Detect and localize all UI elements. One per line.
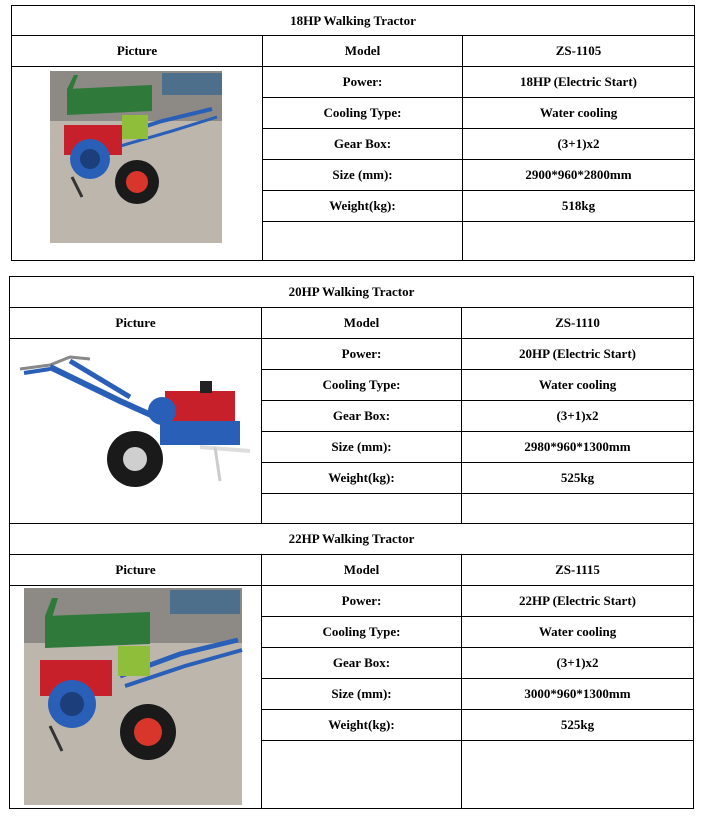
spec-label: Power: xyxy=(263,67,463,98)
walking-tractor-image xyxy=(10,339,262,524)
empty-cell xyxy=(262,741,462,809)
spec-label: Weight(kg): xyxy=(262,710,462,741)
picture-header: Picture xyxy=(10,555,262,586)
spec-label: Power: xyxy=(262,586,462,617)
spec-label: Model xyxy=(262,308,462,339)
spec-value: (3+1)x2 xyxy=(463,129,695,160)
spec-label: Cooling Type: xyxy=(262,370,462,401)
tractor-photo-cell xyxy=(10,339,262,524)
spec-label: Gear Box: xyxy=(263,129,463,160)
spec-value: 20HP (Electric Start) xyxy=(462,339,694,370)
table-title: 22HP Walking Tractor xyxy=(10,524,694,555)
tractor-trailer-image xyxy=(10,586,262,809)
spec-value: (3+1)x2 xyxy=(462,648,694,679)
spec-label: Gear Box: xyxy=(262,648,462,679)
tractor-trailer-image xyxy=(12,67,263,261)
spec-table-20hp-22hp xyxy=(9,276,694,809)
spec-label: Size (mm): xyxy=(262,432,462,463)
spec-value: ZS-1115 xyxy=(462,555,694,586)
spec-label: Weight(kg): xyxy=(262,463,462,494)
spec-label: Model xyxy=(262,555,462,586)
spec-value: 518kg xyxy=(463,191,695,222)
spec-value: ZS-1105 xyxy=(463,36,695,67)
spec-value: (3+1)x2 xyxy=(462,401,694,432)
tractor-photo-cell xyxy=(12,67,263,261)
spec-label: Cooling Type: xyxy=(263,98,463,129)
spec-value: 2980*960*1300mm xyxy=(462,432,694,463)
tractor-photo-cell xyxy=(10,586,262,809)
empty-cell xyxy=(262,494,462,524)
spec-label: Size (mm): xyxy=(262,679,462,710)
empty-cell xyxy=(462,494,694,524)
empty-cell xyxy=(263,222,463,261)
picture-header: Picture xyxy=(10,308,262,339)
spec-label: Model xyxy=(263,36,463,67)
spec-value: 2900*960*2800mm xyxy=(463,160,695,191)
spec-value: 18HP (Electric Start) xyxy=(463,67,695,98)
spec-label: Weight(kg): xyxy=(263,191,463,222)
table-title: 18HP Walking Tractor xyxy=(12,6,695,36)
spec-value: ZS-1110 xyxy=(462,308,694,339)
spec-value: Water cooling xyxy=(462,617,694,648)
picture-header: Picture xyxy=(12,36,263,67)
spec-label: Gear Box: xyxy=(262,401,462,432)
spec-value: Water cooling xyxy=(462,370,694,401)
spec-value: Water cooling xyxy=(463,98,695,129)
spec-value: 525kg xyxy=(462,463,694,494)
spec-table-18hp xyxy=(11,5,695,261)
spec-value: 3000*960*1300mm xyxy=(462,679,694,710)
table-title: 20HP Walking Tractor xyxy=(10,277,694,308)
empty-cell xyxy=(463,222,695,261)
spec-label: Cooling Type: xyxy=(262,617,462,648)
spec-value: 525kg xyxy=(462,710,694,741)
spec-label: Power: xyxy=(262,339,462,370)
empty-cell xyxy=(462,741,694,809)
spec-label: Size (mm): xyxy=(263,160,463,191)
spec-value: 22HP (Electric Start) xyxy=(462,586,694,617)
